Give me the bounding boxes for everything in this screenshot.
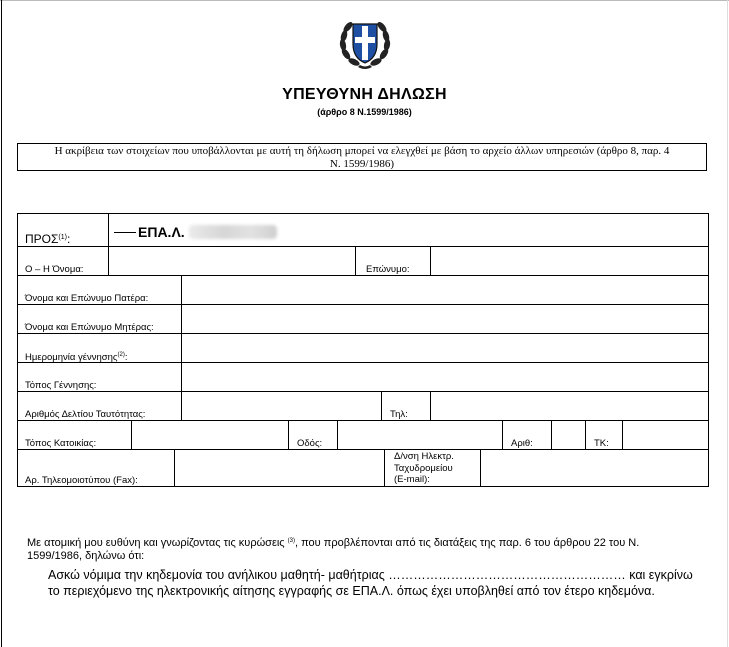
id-number-input[interactable] xyxy=(182,392,381,420)
street-label: Οδός: xyxy=(297,438,323,449)
document-title: ΥΠΕΥΘΥΝΗ ΔΗΛΩΣΗ xyxy=(282,86,447,103)
page-top-edge xyxy=(0,0,729,1)
cell-line xyxy=(384,449,385,487)
cell-line xyxy=(502,420,503,450)
phone-label: Τηλ: xyxy=(390,409,408,420)
fax-label: Αρ. Τηλεομοιοτύπου (Fax): xyxy=(25,475,138,486)
birth-place-input[interactable] xyxy=(182,363,708,391)
email-label-line: (E-mail): xyxy=(394,474,430,485)
birth-date-colon: : xyxy=(124,352,128,363)
phone-input[interactable] xyxy=(431,392,708,420)
birth-date-label-text: Ημερομηνία γέννησης xyxy=(25,352,118,363)
cell-line xyxy=(381,391,382,421)
cell-line xyxy=(355,246,356,276)
street-number-input[interactable] xyxy=(552,421,585,449)
redacted-school-name xyxy=(189,225,277,239)
document-subtitle: (άρθρο 8 Ν.1599/1986) xyxy=(317,107,412,117)
postal-code-label: ΤΚ: xyxy=(594,438,609,449)
declaration-form xyxy=(17,213,709,487)
email-input[interactable] xyxy=(481,450,708,486)
email-label xyxy=(394,451,454,486)
declaration-statement: Ασκώ νόμιμα την κηδεμονία του ανήλικου μαθητή- μαθήτριας ………………………………………………… και εγκρίνω το περιεχόμενο της ηλεκτρονικής αίτησης εγγραφής σε ΕΠΑ.Λ. όπως έχει υποβληθεί από τον έτερο κηδεμόνα. xyxy=(48,568,693,598)
last-name-input[interactable] xyxy=(431,247,708,275)
fax-input[interactable] xyxy=(175,450,384,486)
cell-line xyxy=(585,420,586,450)
cell-line xyxy=(288,420,289,450)
last-name-label: Επώνυμο: xyxy=(366,264,410,275)
id-number-label: Αριθμός Δελτίου Ταυτότητας: xyxy=(25,409,146,420)
mother-name-label: Όνομα και Επώνυμο Μητέρας: xyxy=(25,322,154,333)
recipient-field[interactable] xyxy=(114,224,277,242)
greek-emblem-icon xyxy=(336,14,394,72)
form-border-top xyxy=(17,213,709,214)
father-name-input[interactable] xyxy=(182,276,708,304)
birth-place-label: Τόπος Γέννησης: xyxy=(25,380,97,391)
residence-input[interactable] xyxy=(132,421,288,449)
recipient-dash xyxy=(114,232,136,233)
to-label-text: ΠΡΟΣ xyxy=(25,232,59,246)
mother-name-input[interactable] xyxy=(182,305,708,333)
street-input[interactable] xyxy=(338,421,502,449)
to-label-note: (1) xyxy=(58,234,67,241)
intro-text: Με ατομική μου ευθύνη και γνωρίζοντας τις κυρώσεις xyxy=(27,537,285,549)
form-border-left xyxy=(17,213,18,487)
residence-label: Τόπος Κατοικίας: xyxy=(25,438,97,449)
recipient-value: ΕΠΑ.Λ. xyxy=(138,224,185,240)
email-label-line: Δ/νση Ηλεκτρ. xyxy=(394,451,454,462)
postal-code-input[interactable] xyxy=(623,421,708,449)
first-name-input[interactable] xyxy=(109,247,355,275)
birth-date-note: (2) xyxy=(117,352,125,358)
declaration-intro xyxy=(27,535,692,563)
intro-note: (3) xyxy=(287,538,296,544)
first-name-label: Ο – Η Όνομα: xyxy=(25,264,84,275)
verification-notice: Η ακρίβεια των στοιχείων που υποβάλλονται με αυτή τη δήλωση μπορεί να ελεγχθεί με βάση το αρχείο άλλων υπηρεσιών (άρθρο 8, παρ. 4 Ν. 1599/1986) xyxy=(17,143,707,171)
to-label xyxy=(25,232,70,245)
form-border-bottom xyxy=(17,486,709,487)
email-label-line: Ταχυδρομείου xyxy=(394,462,453,474)
to-label-colon: : xyxy=(66,232,71,246)
father-name-label: Όνομα και Επώνυμο Πατέρα: xyxy=(25,293,149,304)
birth-date-input[interactable] xyxy=(182,334,708,362)
intro-text: , που προβλέπονται από τις διατάξεις της παρ. 6 του άρθρου 22 του Ν. 1599/1986, δηλώνω ότι: xyxy=(27,537,640,562)
birth-date-label xyxy=(25,350,127,363)
form-border-right xyxy=(708,213,709,487)
street-number-label: Αριθ: xyxy=(511,438,533,449)
